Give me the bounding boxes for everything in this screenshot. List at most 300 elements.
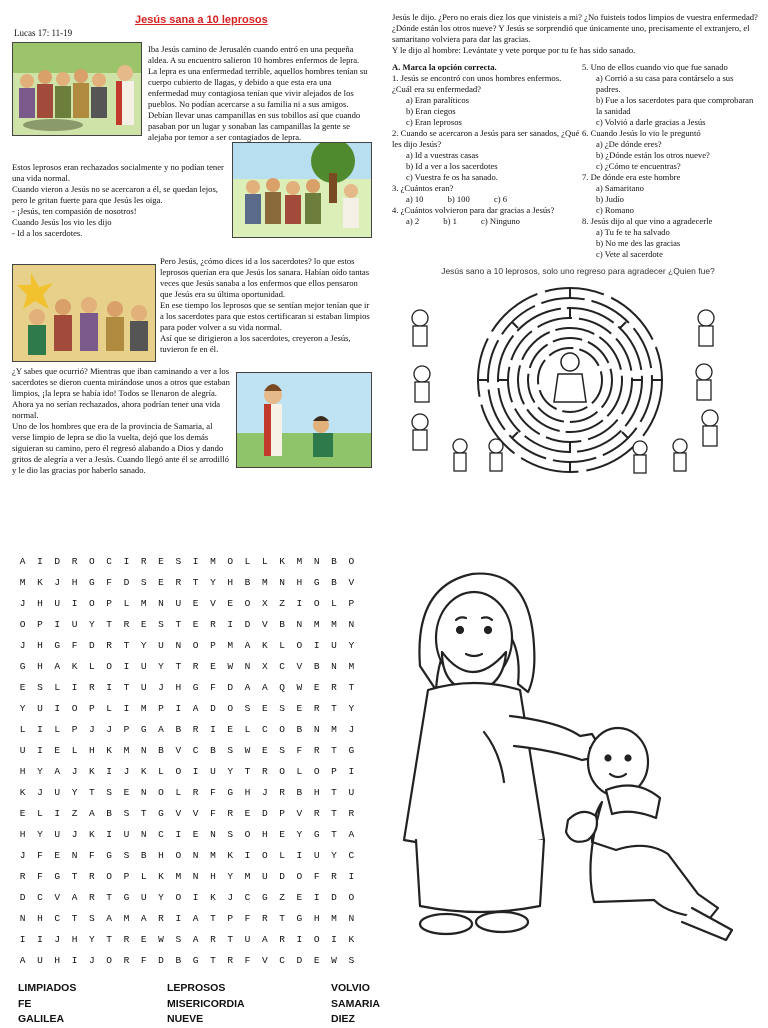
wordsearch-letter[interactable]: T [279, 913, 285, 924]
wordsearch-letter[interactable]: I [54, 703, 61, 714]
wordsearch-letter[interactable]: O [88, 598, 95, 609]
wordsearch-letter[interactable]: Y [348, 703, 355, 714]
wordsearch-letter[interactable]: N [158, 598, 164, 609]
wordsearch-letter[interactable]: E [158, 577, 164, 588]
wordsearch-letter[interactable]: G [54, 640, 61, 651]
wordsearch-letter[interactable]: G [348, 745, 355, 756]
wordsearch-letter[interactable]: H [244, 787, 251, 798]
wordsearch-letter[interactable]: N [175, 640, 182, 651]
wordsearch-letter[interactable]: P [88, 703, 95, 714]
wordsearch-letter[interactable]: R [175, 577, 182, 588]
wordsearch-letter[interactable]: Y [88, 619, 95, 630]
wordsearch-letter[interactable]: A [244, 640, 251, 651]
wordsearch-letter[interactable]: M [123, 745, 130, 756]
wordsearch-letter[interactable]: G [19, 661, 26, 672]
wordsearch-letter[interactable]: M [296, 556, 303, 567]
wordsearch-letter[interactable]: S [244, 703, 251, 714]
wordsearch-letter[interactable]: F [106, 577, 112, 588]
wordsearch-letter[interactable]: R [227, 808, 234, 819]
wordsearch-letter[interactable]: O [71, 703, 78, 714]
wordsearch-letter[interactable]: R [192, 724, 199, 735]
q5-option-b[interactable]: b) Fue a los sacerdotes para que comprobaran la sanidad [596, 95, 754, 116]
wordsearch-letter[interactable]: A [106, 913, 112, 924]
wordsearch-letter[interactable]: G [192, 955, 199, 966]
wordsearch-letter[interactable]: M [227, 640, 234, 651]
wordsearch-letter[interactable]: U [37, 955, 43, 966]
wordsearch-letter[interactable]: L [19, 724, 26, 735]
wordsearch-letter[interactable]: H [71, 934, 78, 945]
wordsearch-letter[interactable]: E [123, 787, 130, 798]
wordsearch-letter[interactable]: I [106, 766, 112, 777]
wordsearch-letter[interactable]: G [123, 892, 130, 903]
wordsearch-letter[interactable]: A [19, 955, 26, 966]
wordsearch-letter[interactable]: H [227, 577, 234, 588]
wordsearch-letter[interactable]: T [71, 913, 78, 924]
wordsearch-letter[interactable]: K [71, 661, 78, 672]
wordsearch-letter[interactable]: C [279, 955, 285, 966]
wordsearch-letter[interactable]: V [261, 955, 268, 966]
wordsearch-letter[interactable]: R [331, 871, 337, 882]
wordsearch-letter[interactable]: O [106, 955, 112, 966]
wordsearch-letter[interactable]: I [71, 955, 78, 966]
wordsearch-letter[interactable]: I [296, 598, 303, 609]
wordsearch-letter[interactable]: Y [210, 577, 216, 588]
q7-option-a[interactable]: a) Samaritano [596, 183, 644, 193]
wordsearch-letter[interactable]: Y [227, 766, 234, 777]
wordsearch-letter[interactable]: F [88, 850, 95, 861]
wordsearch-letter[interactable]: L [279, 640, 285, 651]
wordsearch-letter[interactable]: Y [88, 934, 95, 945]
wordsearch-letter[interactable]: W [158, 934, 164, 945]
wordsearch-letter[interactable]: V [192, 808, 199, 819]
wordsearch-letter[interactable]: I [313, 640, 320, 651]
wordsearch-letter[interactable]: R [313, 808, 320, 819]
wordsearch-letter[interactable]: W [296, 682, 303, 693]
q6-option-c[interactable]: c) ¿Cómo te encuentras? [596, 161, 681, 171]
wordsearch-letter[interactable]: Y [348, 640, 355, 651]
wordsearch-letter[interactable]: K [158, 871, 164, 882]
wordsearch-letter[interactable]: O [279, 724, 285, 735]
wordsearch-letter[interactable]: M [261, 577, 268, 588]
wordsearch-letter[interactable]: N [296, 619, 303, 630]
wordsearch-letter[interactable]: I [54, 808, 61, 819]
wordsearch-letter[interactable]: E [140, 934, 147, 945]
wordsearch-letter[interactable]: U [140, 892, 147, 903]
wordsearch-letter[interactable]: V [296, 661, 303, 672]
wordsearch-letter[interactable]: N [71, 850, 78, 861]
wordsearch-letter[interactable]: O [261, 850, 268, 861]
wordsearch-letter[interactable]: E [261, 703, 268, 714]
wordsearch-letter[interactable]: P [227, 913, 234, 924]
wordsearch-letter[interactable]: R [279, 934, 285, 945]
wordsearch-letter[interactable]: K [227, 850, 234, 861]
wordsearch-letter[interactable]: A [140, 913, 147, 924]
wordsearch-letter[interactable]: C [158, 829, 164, 840]
wordsearch-letter[interactable]: U [175, 598, 182, 609]
wordsearch-letter[interactable]: M [244, 871, 251, 882]
wordsearch-letter[interactable]: R [88, 871, 95, 882]
wordsearch-letter[interactable]: U [37, 703, 43, 714]
wordsearch-letter[interactable]: D [54, 556, 61, 567]
wordsearch-letter[interactable]: N [348, 913, 355, 924]
wordsearch-letter[interactable]: D [227, 682, 234, 693]
wordsearch-letter[interactable]: D [331, 892, 337, 903]
wordsearch-letter[interactable]: O [106, 661, 112, 672]
wordsearch-letter[interactable]: M [140, 703, 147, 714]
wordsearch-letter[interactable]: F [71, 640, 78, 651]
wordsearch-letter[interactable]: L [106, 703, 112, 714]
wordsearch-letter[interactable]: O [296, 871, 303, 882]
wordsearch-letter[interactable]: S [123, 850, 130, 861]
wordsearch-letter[interactable]: I [244, 850, 251, 861]
wordsearch-letter[interactable]: J [71, 829, 78, 840]
wordsearch-letter[interactable]: R [227, 955, 234, 966]
wordsearch-letter[interactable]: E [296, 892, 303, 903]
wordsearch-letter[interactable]: N [279, 577, 285, 588]
wordsearch-letter[interactable]: J [348, 724, 355, 735]
wordsearch-letter[interactable]: T [331, 808, 337, 819]
wordsearch-letter[interactable]: F [313, 871, 320, 882]
wordsearch-letter[interactable]: V [348, 577, 355, 588]
wordsearch-letter[interactable]: P [348, 598, 355, 609]
wordsearch-letter[interactable]: I [313, 892, 320, 903]
wordsearch-letter[interactable]: E [19, 682, 26, 693]
wordsearch-letter[interactable]: D [244, 619, 251, 630]
wordsearch-letter[interactable]: R [331, 682, 337, 693]
wordsearch-letter[interactable]: W [227, 661, 234, 672]
wordsearch-letter[interactable]: M [331, 724, 337, 735]
wordsearch-letter[interactable]: H [261, 829, 268, 840]
wordsearch-letter[interactable]: N [313, 724, 320, 735]
wordsearch-letter[interactable]: A [244, 682, 251, 693]
wordsearch-letter[interactable]: G [261, 892, 268, 903]
wordsearch-letter[interactable]: J [19, 640, 26, 651]
wordsearch-letter[interactable]: T [106, 934, 112, 945]
wordsearch-letter[interactable]: H [19, 829, 26, 840]
wordsearch-letter[interactable]: E [140, 619, 147, 630]
q8-option-c[interactable]: c) Vete al sacerdote [596, 249, 663, 259]
wordsearch-letter[interactable]: R [123, 934, 130, 945]
wordsearch-letter[interactable]: L [331, 598, 337, 609]
wordsearch-letter[interactable]: J [37, 787, 43, 798]
wordsearch-letter[interactable]: J [261, 787, 268, 798]
wordsearch-letter[interactable]: J [54, 577, 61, 588]
q2-option-b[interactable]: b) Id a ver a los sacerdotes [406, 161, 498, 171]
wordsearch-letter[interactable]: X [261, 598, 268, 609]
wordsearch-letter[interactable]: R [313, 703, 320, 714]
wordsearch-letter[interactable]: F [244, 955, 251, 966]
wordsearch-letter[interactable]: R [88, 682, 95, 693]
wordsearch-letter[interactable]: I [123, 703, 130, 714]
wordsearch-letter[interactable]: H [37, 598, 43, 609]
wordsearch-letter[interactable]: Y [227, 871, 234, 882]
wordsearch-letter[interactable]: O [244, 829, 251, 840]
wordsearch-letter[interactable]: B [244, 577, 251, 588]
wordsearch-letter[interactable]: I [192, 556, 199, 567]
wordsearch-letter[interactable]: O [175, 892, 182, 903]
wordsearch-letter[interactable]: B [106, 808, 112, 819]
wordsearch-letter[interactable]: I [210, 724, 216, 735]
wordsearch-letter[interactable]: R [210, 934, 216, 945]
q8-option-b[interactable]: b) No me des las gracias [596, 238, 681, 248]
wordsearch-letter[interactable]: M [123, 913, 130, 924]
wordsearch-letter[interactable]: L [261, 556, 268, 567]
wordsearch-letter[interactable]: W [331, 955, 337, 966]
wordsearch-letter[interactable]: E [19, 808, 26, 819]
wordsearch-letter[interactable]: Y [296, 829, 303, 840]
wordsearch-letter[interactable]: V [54, 892, 61, 903]
wordsearch-letter[interactable]: U [71, 619, 78, 630]
q4-option-b[interactable]: b) 1 [443, 216, 457, 226]
wordsearch-letter[interactable]: A [192, 703, 199, 714]
wordsearch-letter[interactable]: Y [158, 892, 164, 903]
wordsearch-letter[interactable]: G [54, 871, 61, 882]
wordsearch-letter[interactable]: H [54, 955, 61, 966]
wordsearch-letter[interactable]: I [37, 556, 43, 567]
wordsearch-letter[interactable]: V [210, 598, 216, 609]
wordsearch-letter[interactable]: I [123, 661, 130, 672]
wordsearch-letter[interactable]: Y [71, 787, 78, 798]
wordsearch-letter[interactable]: H [19, 766, 26, 777]
wordsearch-letter[interactable]: T [123, 682, 130, 693]
wordsearch-grid[interactable] [14, 556, 360, 976]
wordsearch-letter[interactable]: S [140, 577, 147, 588]
wordsearch-letter[interactable]: U [244, 934, 251, 945]
wordsearch-letter[interactable]: E [192, 598, 199, 609]
wordsearch-letter[interactable]: A [158, 724, 164, 735]
wordsearch-letter[interactable]: P [123, 871, 130, 882]
wordsearch-letter[interactable]: K [210, 892, 216, 903]
wordsearch-letter[interactable]: K [88, 829, 95, 840]
wordsearch-letter[interactable]: Y [140, 640, 147, 651]
wordsearch-letter[interactable]: S [348, 955, 355, 966]
wordsearch-letter[interactable]: R [261, 766, 268, 777]
wordsearch-letter[interactable]: K [348, 934, 355, 945]
wordsearch-letter[interactable]: E [313, 682, 320, 693]
wordsearch-letter[interactable]: T [244, 766, 251, 777]
wordsearch-letter[interactable]: Y [158, 661, 164, 672]
wordsearch-letter[interactable]: E [227, 598, 234, 609]
wordsearch-letter[interactable]: B [296, 787, 303, 798]
wordsearch-letter[interactable]: F [37, 850, 43, 861]
wordsearch-letter[interactable]: E [210, 661, 216, 672]
wordsearch-letter[interactable]: B [331, 556, 337, 567]
wordsearch-letter[interactable]: B [158, 745, 164, 756]
wordsearch-letter[interactable]: I [37, 934, 43, 945]
wordsearch-letter[interactable]: C [192, 745, 199, 756]
wordsearch-letter[interactable]: I [192, 766, 199, 777]
wordsearch-letter[interactable]: R [158, 913, 164, 924]
wordsearch-letter[interactable]: U [331, 640, 337, 651]
wordsearch-letter[interactable]: A [19, 556, 26, 567]
wordsearch-letter[interactable]: I [175, 829, 182, 840]
wordsearch-letter[interactable]: U [261, 871, 268, 882]
wordsearch-letter[interactable]: B [175, 955, 182, 966]
wordsearch-letter[interactable]: F [37, 871, 43, 882]
wordsearch-letter[interactable]: E [244, 808, 251, 819]
wordsearch-letter[interactable]: E [192, 829, 199, 840]
wordsearch-letter[interactable]: E [313, 955, 320, 966]
wordsearch-letter[interactable]: U [140, 661, 147, 672]
wordsearch-letter[interactable]: U [123, 829, 130, 840]
wordsearch-letter[interactable]: M [210, 556, 216, 567]
wordsearch-letter[interactable]: L [37, 808, 43, 819]
wordsearch-letter[interactable]: I [106, 829, 112, 840]
wordsearch-letter[interactable]: S [175, 556, 182, 567]
wordsearch-letter[interactable]: I [296, 850, 303, 861]
wordsearch-letter[interactable]: G [140, 724, 147, 735]
wordsearch-letter[interactable]: K [279, 556, 285, 567]
wordsearch-letter[interactable]: C [106, 556, 112, 567]
wordsearch-letter[interactable]: B [313, 661, 320, 672]
wordsearch-letter[interactable]: K [261, 640, 268, 651]
wordsearch-letter[interactable]: Y [19, 703, 26, 714]
wordsearch-letter[interactable]: J [88, 724, 95, 735]
wordsearch-letter[interactable]: R [106, 640, 112, 651]
wordsearch-letter[interactable]: P [158, 703, 164, 714]
wordsearch-letter[interactable]: U [158, 640, 164, 651]
wordsearch-letter[interactable]: T [71, 871, 78, 882]
wordsearch-letter[interactable]: J [71, 766, 78, 777]
wordsearch-letter[interactable]: O [19, 619, 26, 630]
wordsearch-letter[interactable]: T [331, 745, 337, 756]
wordsearch-letter[interactable]: A [348, 829, 355, 840]
wordsearch-letter[interactable]: A [71, 892, 78, 903]
wordsearch-letter[interactable]: H [88, 745, 95, 756]
wordsearch-letter[interactable]: I [175, 913, 182, 924]
wordsearch-letter[interactable]: C [37, 892, 43, 903]
wordsearch-letter[interactable]: C [54, 913, 61, 924]
wordsearch-letter[interactable]: P [71, 724, 78, 735]
wordsearch-letter[interactable]: O [106, 871, 112, 882]
wordsearch-letter[interactable]: B [175, 724, 182, 735]
wordsearch-letter[interactable]: U [140, 682, 147, 693]
wordsearch-letter[interactable]: Z [279, 892, 285, 903]
wordsearch-letter[interactable]: E [227, 724, 234, 735]
q6-option-a[interactable]: a) ¿De dónde eres? [596, 139, 662, 149]
wordsearch-letter[interactable]: X [261, 661, 268, 672]
wordsearch-letter[interactable]: H [37, 640, 43, 651]
wordsearch-letter[interactable]: E [296, 703, 303, 714]
wordsearch-letter[interactable]: O [88, 556, 95, 567]
wordsearch-letter[interactable]: D [210, 703, 216, 714]
wordsearch-letter[interactable]: N [192, 871, 199, 882]
wordsearch-letter[interactable]: A [88, 808, 95, 819]
wordsearch-letter[interactable]: S [227, 745, 234, 756]
wordsearch-letter[interactable]: S [106, 787, 112, 798]
wordsearch-letter[interactable]: O [227, 556, 234, 567]
wordsearch-letter[interactable]: G [313, 577, 320, 588]
wordsearch-letter[interactable]: M [331, 913, 337, 924]
wordsearch-letter[interactable]: H [210, 871, 216, 882]
wordsearch-letter[interactable]: M [348, 661, 355, 672]
q1-option-b[interactable]: b) Eran ciegos [406, 106, 456, 116]
q7-option-b[interactable]: b) Judío [596, 194, 624, 204]
wordsearch-letter[interactable]: H [71, 577, 78, 588]
wordsearch-letter[interactable]: B [140, 850, 147, 861]
wordsearch-letter[interactable]: S [37, 682, 43, 693]
wordsearch-letter[interactable]: O [279, 766, 285, 777]
wordsearch-letter[interactable]: E [261, 745, 268, 756]
wordsearch-letter[interactable]: L [54, 724, 61, 735]
wordsearch-letter[interactable]: R [313, 745, 320, 756]
wordsearch-letter[interactable]: S [88, 913, 95, 924]
wordsearch-letter[interactable]: E [158, 556, 164, 567]
wordsearch-letter[interactable]: J [88, 955, 95, 966]
wordsearch-letter[interactable]: A [54, 661, 61, 672]
q1-option-a[interactable]: a) Eran paralíticos [406, 95, 469, 105]
wordsearch-letter[interactable]: A [192, 913, 199, 924]
wordsearch-letter[interactable]: L [123, 598, 130, 609]
wordsearch-letter[interactable]: J [19, 598, 26, 609]
wordsearch-letter[interactable]: R [348, 808, 355, 819]
wordsearch-letter[interactable]: T [331, 787, 337, 798]
wordsearch-letter[interactable]: I [227, 619, 234, 630]
wordsearch-letter[interactable]: B [331, 577, 337, 588]
wordsearch-letter[interactable]: E [54, 850, 61, 861]
wordsearch-letter[interactable]: U [313, 850, 320, 861]
wordsearch-letter[interactable]: S [158, 619, 164, 630]
wordsearch-letter[interactable]: D [158, 955, 164, 966]
wordsearch-letter[interactable]: R [210, 619, 216, 630]
wordsearch-letter[interactable]: L [244, 724, 251, 735]
wordsearch-letter[interactable]: J [123, 766, 130, 777]
wordsearch-letter[interactable]: D [279, 871, 285, 882]
wordsearch-letter[interactable]: N [140, 745, 147, 756]
wordsearch-letter[interactable]: O [158, 787, 164, 798]
wordsearch-letter[interactable]: P [37, 619, 43, 630]
wordsearch-letter[interactable]: I [348, 766, 355, 777]
wordsearch-letter[interactable]: I [37, 745, 43, 756]
q2-option-a[interactable]: a) Id a vuestras casas [406, 150, 479, 160]
wordsearch-letter[interactable]: F [296, 745, 303, 756]
wordsearch-letter[interactable]: S [227, 829, 234, 840]
wordsearch-letter[interactable]: R [123, 955, 130, 966]
wordsearch-letter[interactable]: L [158, 766, 164, 777]
wordsearch-letter[interactable]: B [210, 745, 216, 756]
wordsearch-letter[interactable]: I [192, 892, 199, 903]
wordsearch-letter[interactable]: I [19, 934, 26, 945]
wordsearch-letter[interactable]: T [331, 703, 337, 714]
wordsearch-letter[interactable]: O [192, 640, 199, 651]
wordsearch-letter[interactable]: U [54, 598, 61, 609]
wordsearch-letter[interactable]: Y [331, 850, 337, 861]
wordsearch-letter[interactable]: F [140, 955, 147, 966]
wordsearch-letter[interactable]: W [244, 745, 251, 756]
wordsearch-letter[interactable]: H [158, 850, 164, 861]
q5-option-c[interactable]: c) Volvió a darle gracias a Jesús [596, 117, 706, 127]
wordsearch-letter[interactable]: A [192, 934, 199, 945]
wordsearch-letter[interactable]: N [348, 619, 355, 630]
wordsearch-letter[interactable]: K [19, 787, 26, 798]
wordsearch-letter[interactable]: G [227, 787, 234, 798]
wordsearch-letter[interactable]: I [71, 682, 78, 693]
wordsearch-letter[interactable]: F [210, 682, 216, 693]
wordsearch-letter[interactable]: H [313, 913, 320, 924]
wordsearch-letter[interactable]: A [261, 934, 268, 945]
wordsearch-letter[interactable]: M [313, 619, 320, 630]
wordsearch-letter[interactable]: L [71, 745, 78, 756]
wordsearch-letter[interactable]: R [19, 871, 26, 882]
wordsearch-letter[interactable]: R [279, 787, 285, 798]
q2-option-c[interactable]: c) Vuestra fe os ha sanado. [406, 172, 498, 182]
wordsearch-letter[interactable]: K [37, 577, 43, 588]
wordsearch-letter[interactable]: I [331, 934, 337, 945]
wordsearch-letter[interactable]: T [227, 934, 234, 945]
wordsearch-letter[interactable]: C [348, 850, 355, 861]
wordsearch-letter[interactable]: O [313, 766, 320, 777]
wordsearch-letter[interactable]: T [88, 787, 95, 798]
